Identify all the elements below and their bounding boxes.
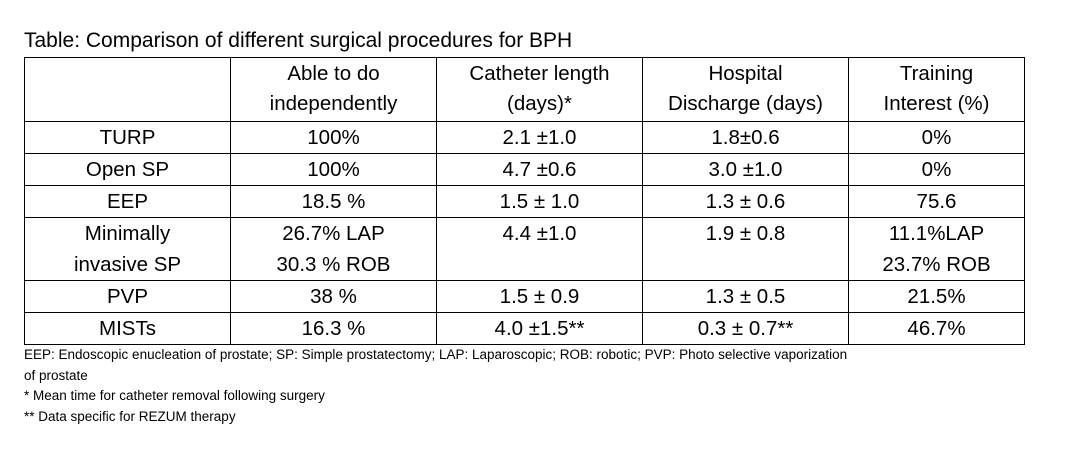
cell-text: 1.5 ± 0.9 <box>499 285 580 308</box>
cell-text: 26.7% LAP <box>282 222 385 245</box>
cell-text: MISTs <box>99 317 156 340</box>
interest-cell <box>849 313 1025 345</box>
cell-text: 38 % <box>310 285 357 308</box>
table-row <box>25 281 1025 313</box>
catheter-cell <box>437 281 643 313</box>
cell-text: 1.9 ± 0.8 <box>705 222 786 245</box>
cell-text: invasive SP <box>73 253 182 276</box>
cell-text: 3.0 ±1.0 <box>708 158 783 181</box>
procedure-cell <box>25 313 231 345</box>
able-cell <box>231 186 437 218</box>
cell-text: PVP <box>106 285 149 308</box>
cell-text: 23.7% ROB <box>882 253 991 276</box>
able-cell <box>231 313 437 345</box>
cell-text: 2.1 ±1.0 <box>502 126 577 149</box>
procedure-cell <box>25 186 231 218</box>
table-row <box>25 122 1025 154</box>
header-cell-procedure <box>25 58 231 122</box>
table-row <box>25 186 1025 218</box>
cell-text: 21.5% <box>907 285 966 308</box>
table-body <box>25 122 1025 345</box>
header-cell-interest <box>849 58 1025 122</box>
header-cell-discharge <box>643 58 849 122</box>
discharge-cell <box>643 122 849 154</box>
cell-text: 18.5 % <box>301 190 366 213</box>
cell-text: 16.3 % <box>301 317 366 340</box>
able-cell <box>231 154 437 186</box>
cell-text: Minimally <box>84 222 171 245</box>
procedure-cell <box>25 122 231 154</box>
cell-text: Open SP <box>85 158 170 181</box>
header-cell-catheter <box>437 58 643 122</box>
table-header <box>25 58 1025 122</box>
table-title: Table: Comparison of different surgical procedures for BPH <box>24 29 573 52</box>
cell-text: 4.0 ±1.5** <box>494 317 585 340</box>
discharge-cell <box>643 186 849 218</box>
header-text: independently <box>269 92 398 115</box>
header-text: (days)* <box>507 92 572 115</box>
table-row <box>25 154 1025 186</box>
able-cell <box>231 122 437 154</box>
cell-text: 4.7 ±0.6 <box>502 158 577 181</box>
header-text: Training <box>899 62 974 85</box>
cell-text: 46.7% <box>907 317 966 340</box>
catheter-cell <box>437 186 643 218</box>
cell-text: 4.4 ±1.0 <box>502 222 577 245</box>
catheter-cell <box>437 154 643 186</box>
cell-text: 0% <box>921 126 952 149</box>
header-text: Catheter length <box>469 62 610 85</box>
catheter-cell <box>437 122 643 154</box>
catheter-cell <box>437 218 643 281</box>
discharge-cell <box>643 313 849 345</box>
discharge-cell <box>643 281 849 313</box>
interest-cell <box>849 122 1025 154</box>
footnote-abbreviations-continued: of prostate <box>24 367 88 383</box>
cell-text: EEP <box>106 190 149 213</box>
footnote-abbreviations: EEP: Endoscopic enucleation of prostate; SP: Simple prostatectomy; LAP: Laparoscopic; ROB: robotic; PVP: Photo selective vaporization <box>24 347 848 362</box>
cell-text: TURP <box>99 126 156 149</box>
interest-cell <box>849 154 1025 186</box>
cell-text: 30.3 % ROB <box>276 253 391 276</box>
header-cell-able <box>231 58 437 122</box>
catheter-cell <box>437 313 643 345</box>
header-row <box>25 58 1025 122</box>
cell-text: 11.1%LAP <box>888 222 985 245</box>
procedure-cell <box>25 218 231 281</box>
cell-text: 1.3 ± 0.6 <box>705 190 786 213</box>
cell-text: 0% <box>921 158 952 181</box>
comparison-table <box>24 57 1025 345</box>
discharge-cell <box>643 218 849 281</box>
header-text: Interest (%) <box>883 92 990 115</box>
header-text: Hospital <box>708 62 783 85</box>
able-cell <box>231 218 437 281</box>
table-row <box>25 218 1025 281</box>
footnotes <box>24 345 1054 427</box>
header-text: Discharge (days) <box>668 92 823 115</box>
table-row <box>25 313 1025 345</box>
cell-text: 0.3 ± 0.7** <box>697 317 794 340</box>
interest-cell <box>849 218 1025 281</box>
procedure-cell <box>25 281 231 313</box>
cell-text: 100% <box>307 126 360 149</box>
interest-cell <box>849 186 1025 218</box>
cell-text: 100% <box>307 158 360 181</box>
procedure-cell <box>25 154 231 186</box>
header-text: Able to do <box>287 62 380 85</box>
cell-text: 75.6 <box>916 190 957 213</box>
cell-text: 1.3 ± 0.5 <box>705 285 786 308</box>
able-cell <box>231 281 437 313</box>
discharge-cell <box>643 154 849 186</box>
footnote-catheter: * Mean time for catheter removal following surgery <box>24 388 325 403</box>
cell-text: 1.8±0.6 <box>711 126 780 149</box>
footnote-rezum: ** Data specific for REZUM therapy <box>24 408 236 424</box>
cell-text: 1.5 ± 1.0 <box>499 190 580 213</box>
interest-cell <box>849 281 1025 313</box>
